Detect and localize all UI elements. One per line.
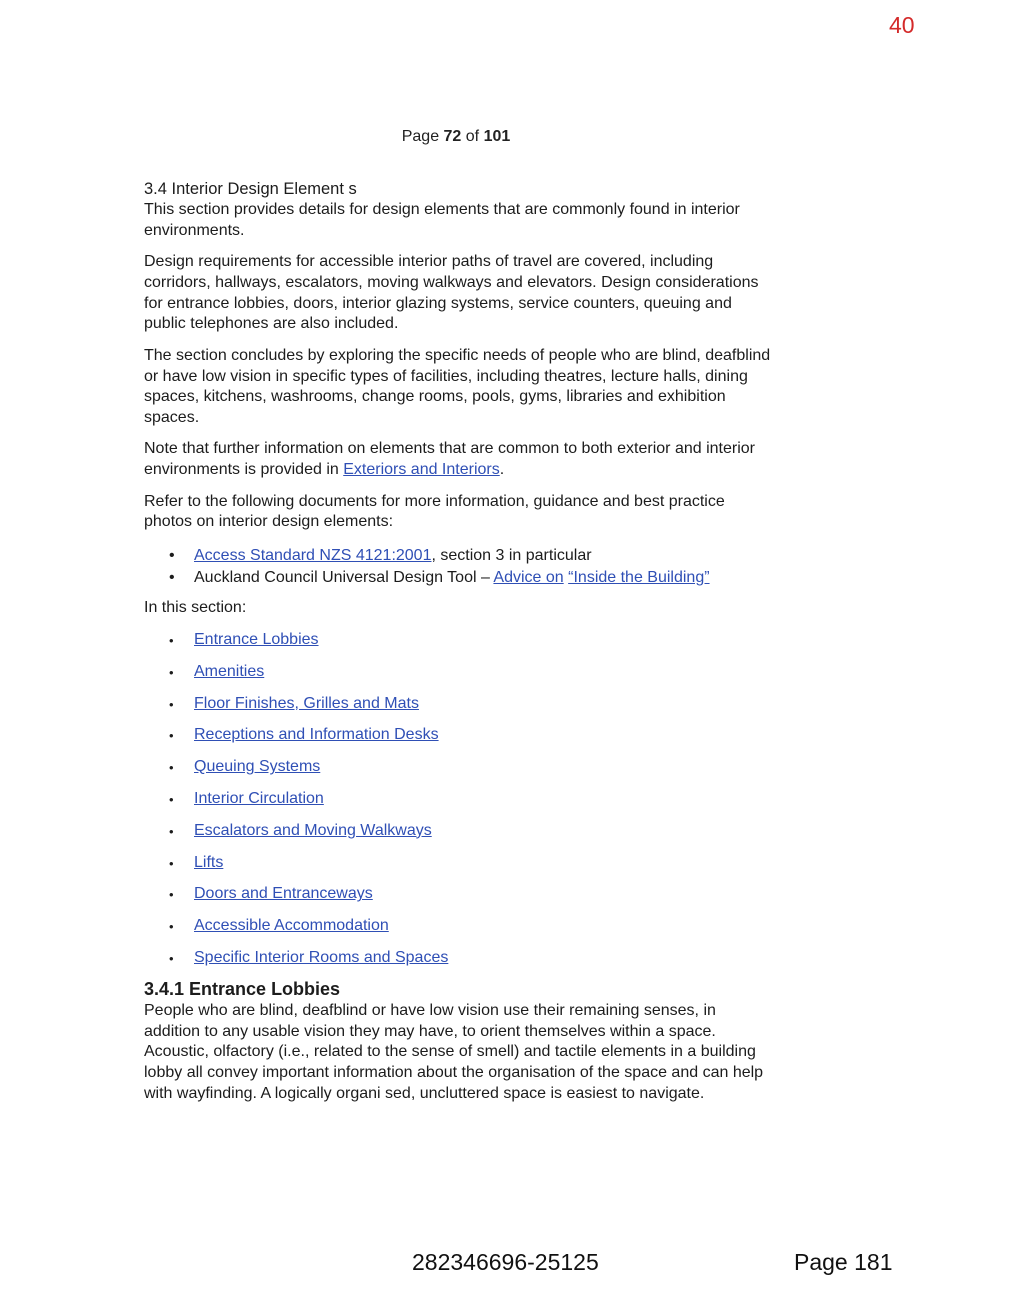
subsection-heading: 3.4.1 Entrance Lobbies: [144, 978, 341, 999]
toc-link-specific-rooms[interactable]: Specific Interior Rooms and Spaces: [194, 948, 449, 966]
toc-link-floor-finishes[interactable]: Floor Finishes, Grilles and Mats: [194, 694, 419, 712]
toc-item: [144, 756, 776, 788]
advice-on-link[interactable]: Advice on: [493, 569, 564, 587]
page-prefix: Page: [401, 128, 444, 145]
toc-item: [144, 852, 776, 884]
toc-link-interior-circulation[interactable]: Interior Circulation: [194, 789, 324, 807]
toc-link-lifts[interactable]: Lifts: [194, 853, 224, 871]
toc-link-accommodation[interactable]: Accessible Accommodation: [194, 917, 389, 935]
document-body: [144, 179, 776, 1115]
footer-page-label: Page 181: [794, 1249, 893, 1275]
para4-end: .: [499, 461, 505, 479]
corner-page-number: 40: [889, 12, 915, 38]
toc-link-doors[interactable]: Doors and Entranceways: [194, 885, 373, 903]
toc-item: [144, 629, 776, 661]
reference-item: [144, 545, 776, 567]
toc-link-amenities[interactable]: Amenities: [194, 662, 265, 680]
page-total: 101: [483, 128, 511, 145]
toc-item: [144, 788, 776, 820]
footer-document-id: 282346696-25125: [412, 1249, 599, 1275]
section-toc: [144, 629, 776, 979]
toc-item: [144, 724, 776, 756]
nzs-4121-link[interactable]: Access Standard NZS 4121:2001: [194, 547, 432, 565]
reference-item-text: , section 3 in particular: [431, 547, 592, 565]
toc-item: [144, 693, 776, 725]
section-intro: This section provides details for design elements that are commonly found in interior environments.: [144, 201, 740, 239]
reference-item: [144, 567, 776, 589]
toc-link-queuing-systems[interactable]: Queuing Systems: [194, 758, 321, 776]
toc-item: [144, 915, 776, 947]
section-paragraph-3: The section concludes by exploring the specific needs of people who are blind, deafblind or have low vision in specific types of facilities, including theatres, lecture halls, dining spaces, kitchens, washrooms, change rooms, pools, gyms, libraries and exhibition spaces.: [144, 346, 771, 427]
toc-item: [144, 883, 776, 915]
toc-link-escalators[interactable]: Escalators and Moving Walkways: [194, 821, 432, 839]
toc-link-receptions[interactable]: Receptions and Information Desks: [194, 726, 439, 744]
in-this-section-label: In this section:: [144, 599, 247, 617]
section-paragraph-2: Design requirements for accessible interior paths of travel are covered, including corridors, hallways, escalators, moving walkways and elevators. Design considerations for entrance lobbies, doors, interior glazing systems, service counters, queuing and public telephones are also included.: [144, 253, 759, 333]
section-paragraph-5: Refer to the following documents for more information, guidance and best practice photos on interior design elements:: [144, 492, 725, 531]
inside-the-building-link[interactable]: “Inside the Building”: [568, 569, 710, 587]
exteriors-interiors-link[interactable]: Exteriors and Interiors: [343, 461, 500, 479]
page-of-word: of: [461, 128, 484, 145]
section-paragraph-4: [144, 439, 776, 481]
toc-item: [144, 820, 776, 852]
toc-item: [144, 661, 776, 693]
section-heading: 3.4 Interior Design Element s: [144, 180, 357, 198]
para4-text: Note that further information on elements that are common to both exterior and interior environments is provided in: [144, 440, 755, 479]
subsection-body: People who are blind, deafblind or have low vision use their remaining senses, in addition to any usable vision they may have, to orient themselves within a space. Acoustic, olfactory (i.e., related to the sense of smell) and tactile elements in a building lobby all convey important information about the organisation of the space and can help with wayfinding. A logically organi sed, uncluttered space is easiest to navigate.: [144, 1001, 764, 1102]
page-current: 72: [443, 128, 462, 145]
toc-link-entrance-lobbies[interactable]: Entrance Lobbies: [194, 630, 319, 648]
toc-item: [144, 947, 776, 979]
page-header: [0, 128, 912, 146]
reference-list: [144, 545, 776, 589]
reference-item-text: Auckland Council Universal Design Tool –: [194, 569, 494, 587]
